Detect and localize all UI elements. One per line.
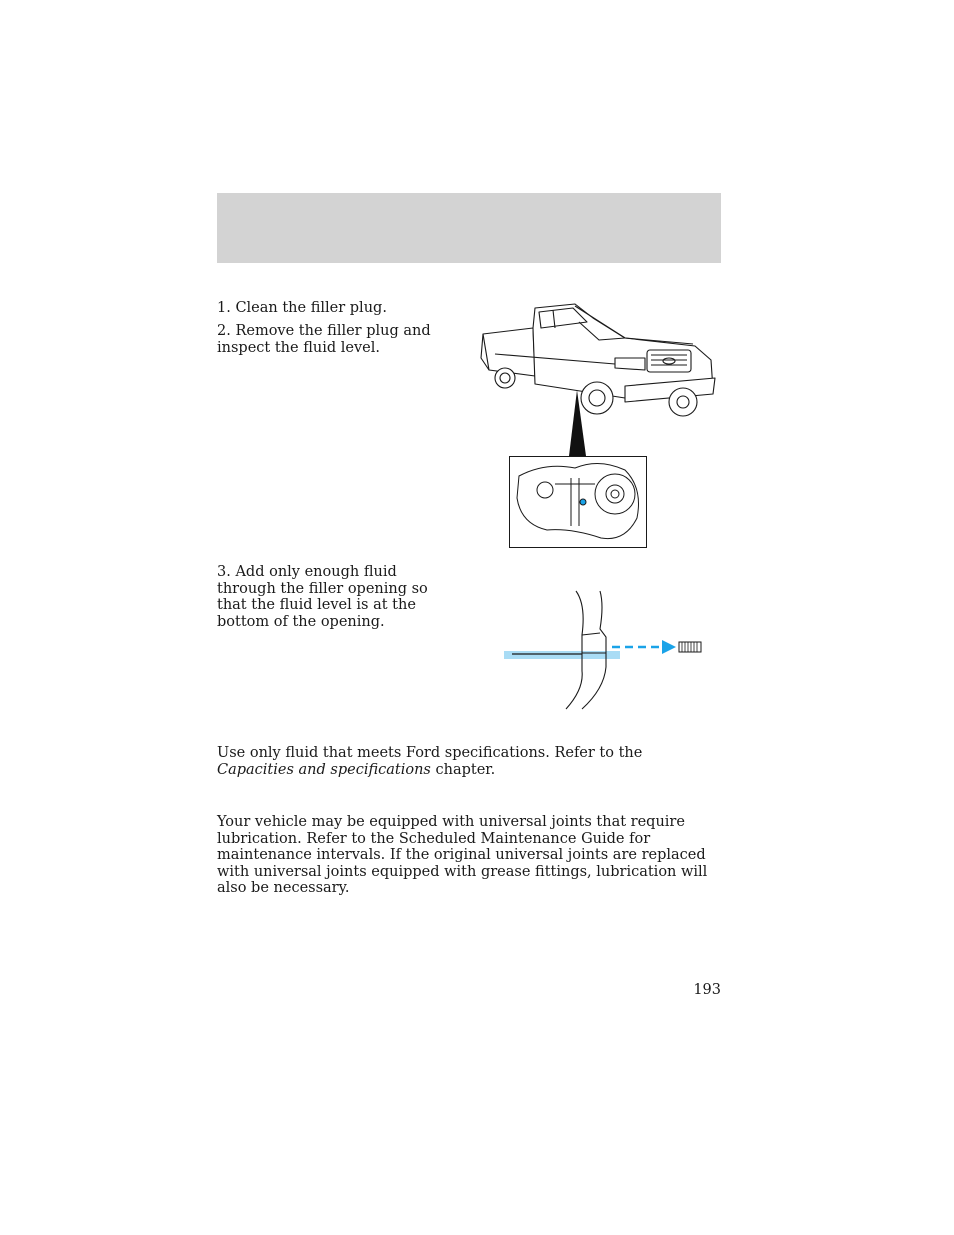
- fluid-note-prefix: Use only fluid that meets Ford specifications. Refer to the: [217, 745, 643, 761]
- capacities-reference: Capacities and specifications: [217, 761, 431, 778]
- truck-transfer-case-illustration: [475, 298, 725, 550]
- step-1-text: 1. Clean the filler plug.: [217, 300, 387, 316]
- step-2-text: 2. Remove the filler plug and inspect the fluid level.: [217, 323, 431, 356]
- page-number: 193: [693, 982, 721, 998]
- fluid-spec-paragraph: [217, 745, 722, 778]
- universal-joint-paragraph: Your vehicle may be equipped with universal joints that require lubrication. Refer to the Scheduled Maintenance Guide for maintenance intervals. If the original universal joints are replaced with universal joints equipped with grease fittings, lubrication will also be necessary.: [217, 814, 708, 896]
- step-3-text: 3. Add only enough fluid through the filler opening so that the fluid level is at the bottom of the opening.: [217, 564, 428, 630]
- fluid-note-suffix: chapter.: [430, 761, 496, 778]
- fluid-level-diagram: [500, 585, 710, 711]
- section-header-band: [217, 193, 721, 263]
